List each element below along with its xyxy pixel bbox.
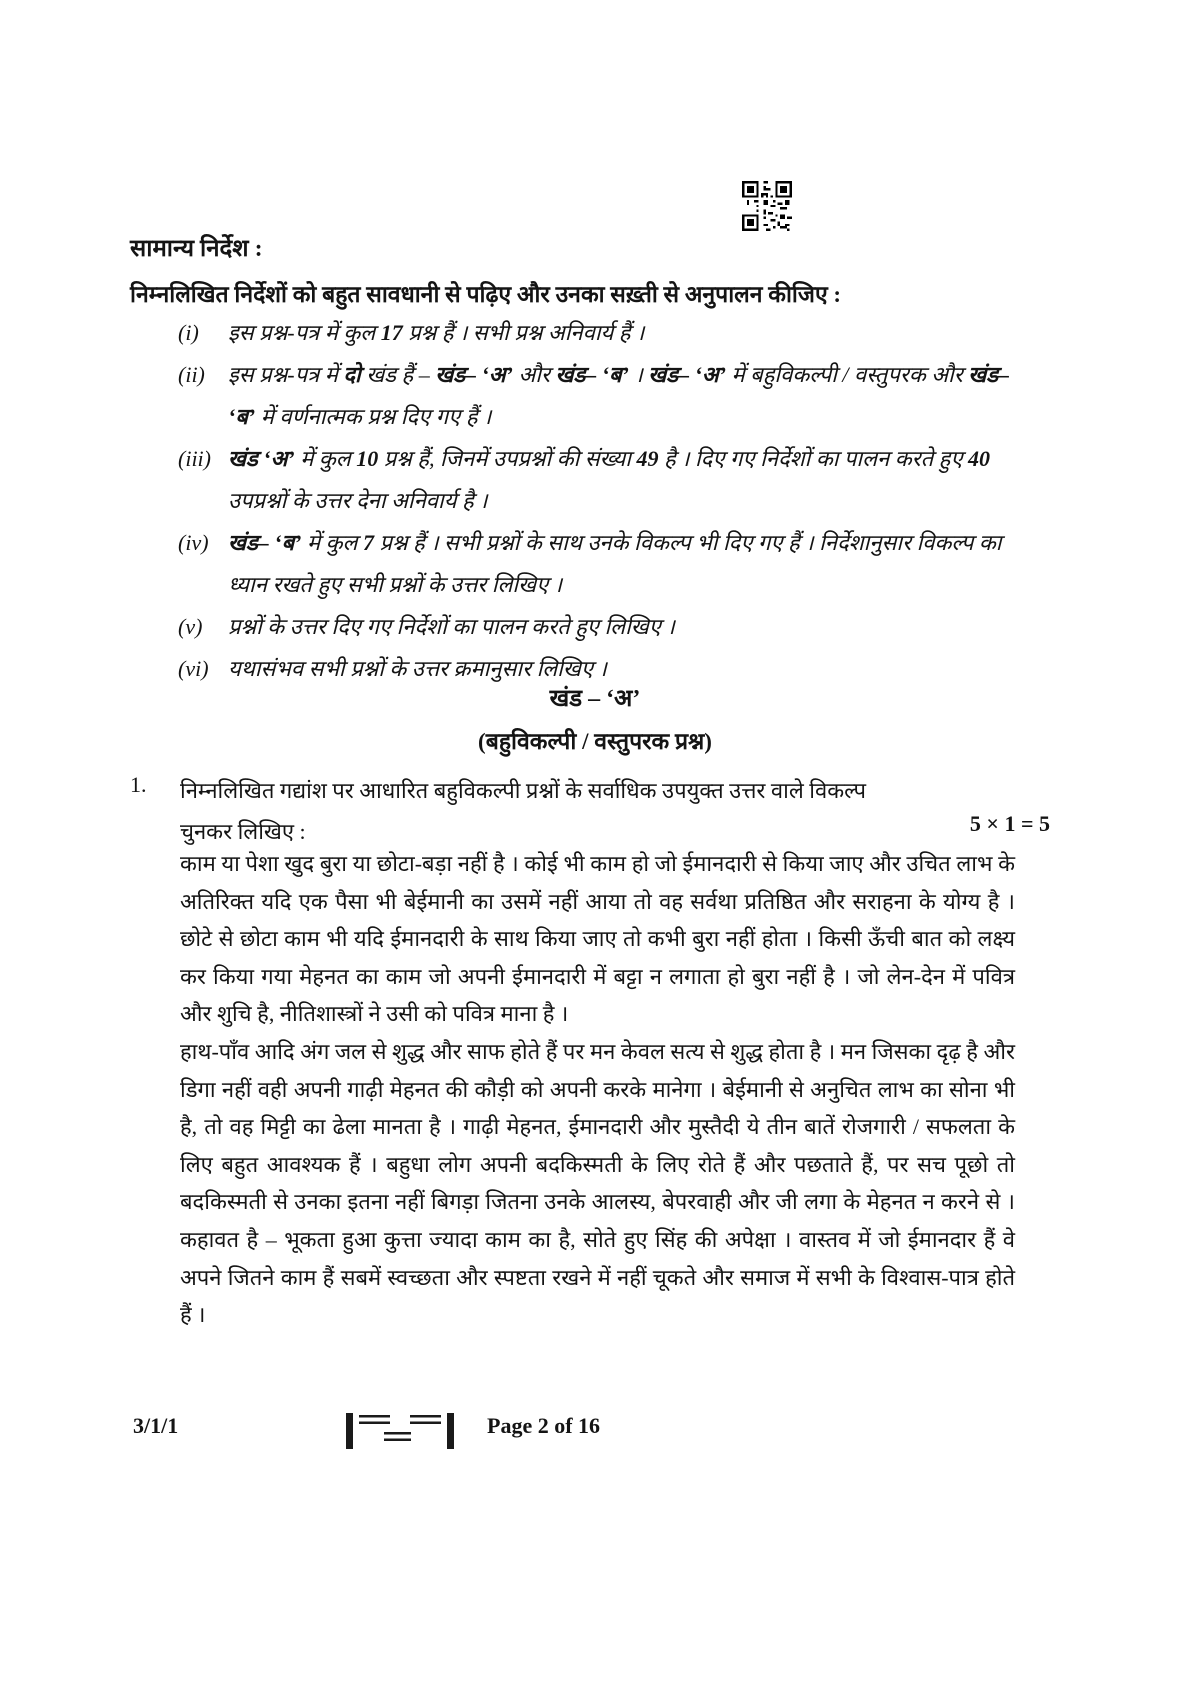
instruction-text-segment: प्रश्नों के उत्तर दिए गए निर्देशों का पालन करते हुए लिखिए । — [228, 614, 675, 639]
instruction-text-segment: में बहुविकल्पी / वस्तुपरक और — [726, 362, 969, 387]
section-title: खंड – ‘अ’ — [549, 686, 641, 712]
passage-paragraph-1: काम या पेशा खुद बुरा या छोटा-बड़ा नहीं है । कोई भी काम हो जो ईमानदारी से किया जाए और उचित लाभ के अतिरिक्त यदि एक पैसा भी बेईमानी का उसमें नहीं आया तो वह सर्वथा प्रतिष्ठित और सराहना के योग्य है । छोटे से छोटा काम भी यदि ईमानदारी के साथ किया जाए तो कभी बुरा नहीं होता । किसी ऊँची बात को लक्ष्य कर किया गया मेहनत का काम जो अपनी ईमानदारी में बट्टा न लगाता हो बुरा नहीं है । जो लेन-देन में पवित्र और शुचि है, नीतिशास्त्रों ने उसी को पवित्र माना है । — [180, 851, 1015, 1027]
question-intro — [180, 770, 1015, 852]
instruction-text-segment: 10 — [356, 446, 379, 471]
instruction-item-(v) — [178, 606, 1023, 648]
instruction-number: (iv) — [178, 530, 209, 555]
instruction-number: (i) — [178, 320, 199, 345]
instruction-text-segment: प्रश्न हैं । सभी प्रश्नों के साथ उनके विकल्प भी दिए गए हैं । निर्देशानुसार विकल्प का ध्यान रखते हुए सभी प्रश्नों के उत्तर लिखिए । — [228, 530, 1002, 597]
instruction-text-segment: है । दिए गए निर्देशों का पालन करते हुए — [658, 446, 969, 471]
page-number: Page 2 of 16 — [487, 1413, 601, 1438]
general-instructions-subtitle: निम्नलिखित निर्देशों को बहुत सावधानी से पढ़िए और उनका सख़्ती से अनुपालन कीजिए : — [130, 282, 842, 307]
instruction-text-segment: और — [512, 362, 556, 387]
instruction-text-segment: 17 — [380, 320, 403, 345]
question-intro-line1: निम्नलिखित गद्यांश पर आधारित बहुविकल्पी प्रश्नों के सर्वाधिक उपयुक्त उत्तर वाले विकल्प — [180, 778, 867, 803]
instruction-text-segment: खंड– ‘ब’ — [228, 362, 1010, 429]
paper-code: 3/1/1 — [133, 1413, 179, 1438]
instruction-text-segment: खंड– ‘अ’ — [435, 362, 513, 387]
question-number: 1. — [130, 772, 147, 797]
registration-mark-icon — [346, 1410, 454, 1452]
instruction-text-segment: में कुल — [301, 530, 363, 555]
instruction-text — [228, 354, 1023, 438]
instruction-number: (vi) — [178, 656, 209, 681]
instruction-text-segment: उपप्रश्नों के उत्तर देना अनिवार्य है । — [228, 488, 488, 513]
instruction-text-segment: में कुल — [294, 446, 357, 471]
instruction-text-segment: इस प्रश्न-पत्र में — [228, 362, 344, 387]
instruction-text-segment: खंड ‘अ’ — [228, 446, 295, 471]
question-intro-line2: चुनकर लिखिए : — [180, 819, 306, 844]
section-subtitle: (बहुविकल्पी / वस्तुपरक प्रश्न) — [478, 729, 712, 754]
instruction-number: (v) — [178, 614, 203, 639]
instruction-item-(i) — [178, 312, 1023, 354]
instruction-text — [228, 522, 1023, 606]
instruction-text-segment: प्रश्न हैं । सभी प्रश्न अनिवार्य हैं । — [402, 320, 645, 345]
instruction-item-(iii) — [178, 438, 1023, 522]
instruction-text-segment: खंड हैं – — [360, 362, 436, 387]
instruction-text-segment: में वर्णनात्मक प्रश्न दिए गए हैं । — [255, 404, 492, 429]
instruction-text-segment: प्रश्न हैं, जिनमें उपप्रश्नों की संख्या — [378, 446, 637, 471]
general-instructions-list — [178, 312, 1023, 690]
instruction-text — [228, 606, 1023, 648]
instruction-text-segment: यथासंभव सभी प्रश्नों के उत्तर क्रमानुसार लिखिए । — [228, 656, 607, 681]
instruction-text — [228, 438, 1023, 522]
instruction-text-segment: । — [628, 362, 649, 387]
instruction-number: (ii) — [178, 362, 205, 387]
question-passage — [180, 845, 1015, 1334]
instruction-item-(iv) — [178, 522, 1023, 606]
instruction-text — [228, 312, 1023, 354]
instruction-item-(ii) — [178, 354, 1023, 438]
instruction-text-segment: खंड– ‘ब’ — [228, 530, 302, 555]
instruction-text-segment: 40 — [968, 446, 991, 471]
marks-value: 5 × 1 = 5 — [969, 811, 1050, 836]
general-instructions-title: सामान्य निर्देश : — [130, 236, 263, 262]
qr-code-icon — [742, 181, 792, 231]
instruction-text-segment: दो — [343, 362, 361, 387]
instruction-text-segment: खंड– ‘अ’ — [648, 362, 727, 387]
instruction-number: (iii) — [178, 446, 211, 471]
passage-paragraph-2: हाथ-पाँव आदि अंग जल से शुद्ध और साफ होते हैं पर मन केवल सत्य से शुद्ध होता है । मन जिसका दृढ़ है और डिगा नहीं वही अपनी गाढ़ी मेहनत की कौड़ी को अपनी करके मानेगा । बेईमानी से अनुचित लाभ का सोना भी है, तो वह मिट्टी का ढेला मानता है । गाढ़ी मेहनत, ईमानदारी और मुस्तैदी ये तीन बातें रोजगारी / सफलता के लिए बहुत आवश्यक हैं । बहुधा लोग अपनी बदकिस्मती के लिए रोते हैं और पछताते हैं, पर सच पूछो तो बदकिस्मती से उनका इतना नहीं बिगड़ा जितना उनके आलस्य, बेपरवाही और जी लगा के मेहनत न करने से । कहावत है – भूकता हुआ कुत्ता ज्यादा काम का है, सोते हुए सिंह की अपेक्षा । वास्तव में जो ईमानदार हैं वे अपने जितने काम हैं सबमें स्वच्छता और स्पष्टता रखने में नहीं चूकते और समाज में सभी के विश्वास-पात्र होते हैं । — [180, 1038, 1015, 1328]
instruction-text-segment: 49 — [636, 446, 659, 471]
instruction-text-segment: इस प्रश्न-पत्र में कुल — [228, 320, 381, 345]
instruction-text-segment: 7 — [362, 530, 374, 555]
instruction-text-segment: खंड– ‘ब’ — [555, 362, 629, 387]
